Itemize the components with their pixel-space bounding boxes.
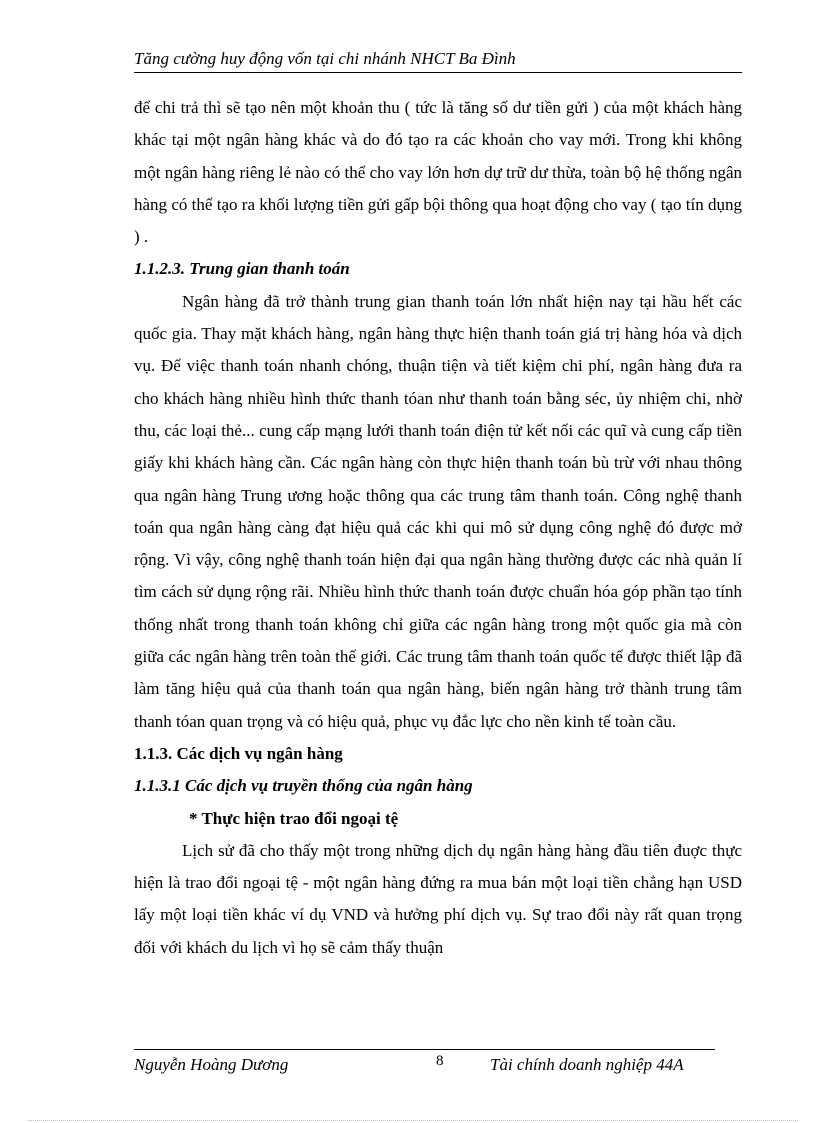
footer-divider <box>134 1049 715 1050</box>
page-number: 8 <box>436 1053 444 1069</box>
footer-author: Nguyễn Hoàng Dương <box>134 1055 289 1074</box>
paragraph-3: Lịch sử đã cho thấy một trong những dịch dụ ngân hàng hàng đầu tiên đuợc thực hiện là trao đổi ngoại tệ - một ngân hàng đứng ra mua bán một loại tiền chẳng hạn USD lấy một loại tiền khác ví dụ VND và hưởng phí dịch vụ. Sự trao đổi này rất quan trọng đối với khách du lịch vì họ sẽ cảm thấy thuận <box>134 840 742 957</box>
document-body <box>134 92 742 964</box>
heading-foreign-exchange: * Thực hiện trao đổi ngoại tệ <box>189 808 399 828</box>
heading-1-1-3: 1.1.3. Các dịch vụ ngân hàng <box>134 743 343 763</box>
footer-class: Tài chính doanh nghiệp 44A <box>490 1055 684 1074</box>
paragraph-2: Ngân hàng đã trở thành trung gian thanh toán lớn nhất hiện nay tại hầu hết các quốc gia. Thay mặt khách hàng, ngân hàng thực hiện thanh toán giá trị hàng hóa và dịch vụ. Để việc thanh toán nhanh chóng, thuận tiện và tiết kiệm chi phí, ngân hàng đưa ra cho khách hàng nhiều hình thức thanh tóan như thanh toán bằng séc, ủy nhiệm chi, nhờ thu, các loại thẻ... cung cấp mạng lưới thanh toán điện tử kết nối các quĩ và cung cấp tiền giấy khi khách hàng cần. Các ngân hàng còn thực hiện thanh toán bù trừ với nhau thông qua ngân hàng Trung ương hoặc thông qua các trung tâm thanh toán. Công nghệ thanh toán qua ngân hàng càng đạt hiệu quả các khi qui mô sử dụng công nghệ đó được mở rộng. Vì vậy, công nghệ thanh toán hiện đại qua ngân hàng thường được các nhà quản lí tìm cách sử dụng rộng rãi. Nhiều hình thức thanh toán được chuẩn hóa góp phần tạo tính thống nhất trong thanh toán không chỉ giữa các ngân hàng trong một quốc gia mà còn giữa các ngân hàng trên toàn thế giới. Các trung tâm thanh toán quốc tế được thiết lập đã làm tăng hiệu quả của thanh toán qua ngân hàng, biến ngân hàng trở thành trung tâm thanh tóan quan trọng và có hiệu quả, phục vụ đắc lực cho nền kinh tế toàn cầu. <box>134 291 742 731</box>
heading-1-1-2-3: 1.1.2.3. Trung gian thanh toán <box>134 259 350 279</box>
heading-1-1-3-1: 1.1.3.1 Các dịch vụ truyền thống của ngân hàng <box>134 776 473 796</box>
header-title: Tăng cường huy động vốn tại chi nhánh NHCT Ba Đình <box>134 49 516 68</box>
page-bottom-border <box>28 1120 798 1121</box>
paragraph-1: để chi trả thì sẽ tạo nên một khoản thu ( tức là tăng số dư tiền gửi ) của một khách hàng khác tại một ngân hàng khác và do đó tạo ra các khoản cho vay mới. Trong khi không một ngân hàng riêng lẻ nào có thể cho vay lớn hơn dự trữ dư thừa, toàn bộ hệ thống ngân hàng có thể tạo ra khối lượng tiền gửi gấp bội thông qua hoạt động cho vay ( tạo tín dụng ) . <box>134 98 742 247</box>
page-header <box>134 48 742 73</box>
page-footer <box>134 1054 742 1078</box>
